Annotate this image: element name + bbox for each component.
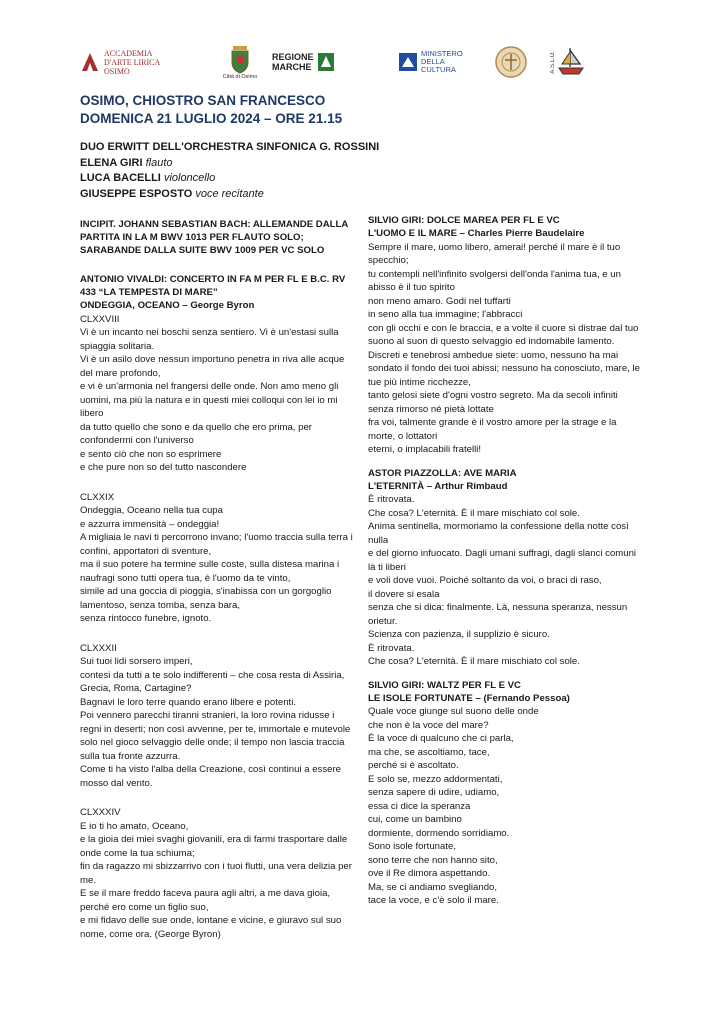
section-subtitle: L'UOMO E IL MARE – Charles Pierre Baudelaire xyxy=(368,228,585,239)
citta-logo xyxy=(210,40,270,84)
incipit-title: INCIPIT. JOHANN SEBASTIAN BACH: ALLEMANDE DALLA PARTITA IN LA M BWV 1013 PER FLAUTO SOLO; SARABANDE DALLA SUITE BWV 1009 PER VC SOLO xyxy=(80,219,348,256)
ensemble-name: DUO ERWITT DELL'ORCHESTRA SINFONICA G. ROSSINI xyxy=(80,141,380,153)
performer-name: ELENA GIRI xyxy=(80,156,143,169)
performer-name: GIUSEPPE ESPOSTO xyxy=(80,187,193,200)
poem-stanza: CLXXXII Sui tuoi lidi sorsero imperi, contesi da tutti a te solo indifferenti – che cosa resta di Assiria, Grecia, Roma, Cartagine? Bagnavi le loro terre quando erano libere e potenti. Poi vennero parecchi tiranni stranieri, la loro rovina ridusse i regni in deserti; non così avvenne, per te, immortale e mutevole solo nel gioco selvaggio delle onde; il tempo non lascia traccia sulla tua fronte azzurra. Come ti ha visto l'alba della Creazione, così continui a essere mosso dal vento. xyxy=(80,642,351,789)
asso-name: A.S.L.O. xyxy=(550,50,556,74)
lineup xyxy=(80,140,640,202)
vivaldi-title: ANTONIO VIVALDI: CONCERTO IN FA M PER FL E B.C. RV 433 “LA TEMPESTA DI MARE” xyxy=(80,274,346,298)
performer xyxy=(80,171,640,187)
section-title: ASTOR PIAZZOLLA: AVE MARIA xyxy=(368,467,517,479)
section-text: Sempre il mare, uomo libero, amerai! perché il mare è il tuo specchio; tu contempli nell'infinito svolgersi dell'onda l'anima tua, e un abisso è il tuo spirito non meno amaro. Godi nel tuffarti in seno alla tua immagine; l'abbracci con gli occhi e con le braccia, e a volte il cuore si distrae dal tuo suono al suon di questo selvaggio ed indomabile lamento. Discreti e tenebrosi ambedue siete: uomo, nessuno ha mai sondato il fondo dei tuoi abissi; nessuno ha conosciuto, mare, le tue più intime ricchezze, tanto gelosi siete d'ogni vostro segreto. Ma da secoli infiniti senza rimorso né pietà lottate fra voi, talmente grande è il vostro amore per la strage e la morte, o lottatori eterni, o implacabili fratelli! xyxy=(368,241,640,455)
venue-title: OSIMO, CHIOSTRO SAN FRANCESCO xyxy=(80,93,326,108)
performer-role: voce recitante xyxy=(195,187,264,200)
ministero-name: MINISTERO DELLA CULTURA xyxy=(421,49,463,74)
ministero-logo xyxy=(398,40,478,84)
performer-role: flauto xyxy=(145,156,173,169)
section-title: SILVIO GIRI: WALTZ PER FL E VC xyxy=(368,679,521,691)
asso-logo xyxy=(550,40,600,84)
section-text: Quale voce giunge sul suono delle onde che non è la voce del mare? È la voce di qualcuno che ci parla, ma che, se ascoltiamo, tace, perché si è ascoltato. E solo se, mezzo addormentati, senza sapere di udire, udiamo, essa ci dice la speranza cui, come un bambino dormiente, dormendo sorridiamo. Sono isole fortunate, sono terre che non hanno sito, ove il Re dimora aspettando. Ma, se ci andiamo svegliando, tace la voce, e c'è solo il mare. xyxy=(368,706,539,906)
performer xyxy=(80,156,640,172)
performer-role: violoncello xyxy=(163,172,216,184)
ship-icon xyxy=(556,45,586,79)
accademia-name: ACCADEMIA D'ARTE LIRICA OSIMO xyxy=(104,48,161,76)
logo-bar xyxy=(80,40,640,84)
performer xyxy=(80,187,640,203)
citta-name: Città di Osimo xyxy=(222,74,258,80)
left-column xyxy=(80,214,358,941)
date-title: DOMENICA 21 LUGLIO 2024 – ORE 21.15 xyxy=(80,111,343,126)
seal-logo xyxy=(494,40,534,84)
poem-stanza: CLXXVIII Vi è un incanto nei boschi senza sentiero. Vi è un'estasi sulla spiaggia solitaria. Vi è un asilo dove nessun importuno penetra in riva alle acque del mare profondo, e vi è un'armonia nel frangersi delle onde. Non amo meno gli uomini, ma più la natura e in questi miei colloqui con lei io mi libero da tutto quello che sono e da quello che ero prima, per confondermi con l'universo e sento ciò che non so esprimere e che pure non so del tutto nascondere xyxy=(80,313,345,473)
seal-icon xyxy=(494,45,528,79)
header xyxy=(80,92,640,128)
section-title: SILVIO GIRI: DOLCE MAREA PER FL E VC xyxy=(368,215,560,226)
accademia-mark-icon xyxy=(80,51,100,73)
section-subtitle: L'ETERNITÀ – Arthur Rimbaud xyxy=(368,480,508,492)
section-text: È ritrovata. Che cosa? L'eternità. È il mare mischiato col sole. Anima sentinella, mormoriamo la confessione della notte così nulla e del giorno infuocato. Dagli umani suffragi, dagli slanci comuni là ti liberi e voli dove vuoi. Poiché soltanto da voi, o braci di raso, il dovere si esala senza che si dica: finalmente. Là, nessuna speranza, nessun orietur. Scienza con pazienza, il supplizio è sicuro. È ritrovata. Che cosa? L'eternità. È il mare mischiato col sole. xyxy=(368,494,637,667)
vivaldi-subtitle: ONDEGGIA, OCEANO – George Byron xyxy=(80,300,255,311)
accademia-logo xyxy=(80,40,180,84)
performer-name: LUCA BACELLI xyxy=(80,172,161,184)
right-column xyxy=(368,214,644,908)
ministero-mark-icon xyxy=(398,52,418,72)
city-crest-icon xyxy=(229,44,251,74)
poem-stanza: CLXXIX Ondeggia, Oceano nella tua cupa e azzurra immensità – ondeggia! A migliaia le navi ti percorrono invano; l'uomo traccia sulla terra i confini, apportatori di sventure, ma il suo potere ha termine sulle coste, sulla distesa marina i naufragi sono tutti opera tua, è l'uomo da te vinto, simile ad una goccia di pioggia, s'inabissa con un gorgoglio lamentoso, senza tomba, senza bara, senza rintocco funebre, ignoto. xyxy=(80,491,353,624)
regione-mark-icon xyxy=(317,52,335,72)
poem-stanza: CLXXXIV E io ti ho amato, Oceano, e la gioia dei miei svaghi giovanili, era di farmi trasportare dalle onde come la tua schiuma; fin da ragazzo mi sbizzarrivo con i tuoi flutti, una vera delizia per me. E se il mare freddo faceva paura agli altri, a me dava gioia, perché ero come un figlio suo, e mi fidavo delle sue onde, lontane e vicine, e giuravo sul suo nome, come ora. (George Byron) xyxy=(80,807,352,940)
regione-name: REGIONE MARCHE xyxy=(272,52,314,72)
section-subtitle: LE ISOLE FORTUNATE – (Fernando Pessoa) xyxy=(368,692,570,704)
regione-logo xyxy=(272,40,342,84)
